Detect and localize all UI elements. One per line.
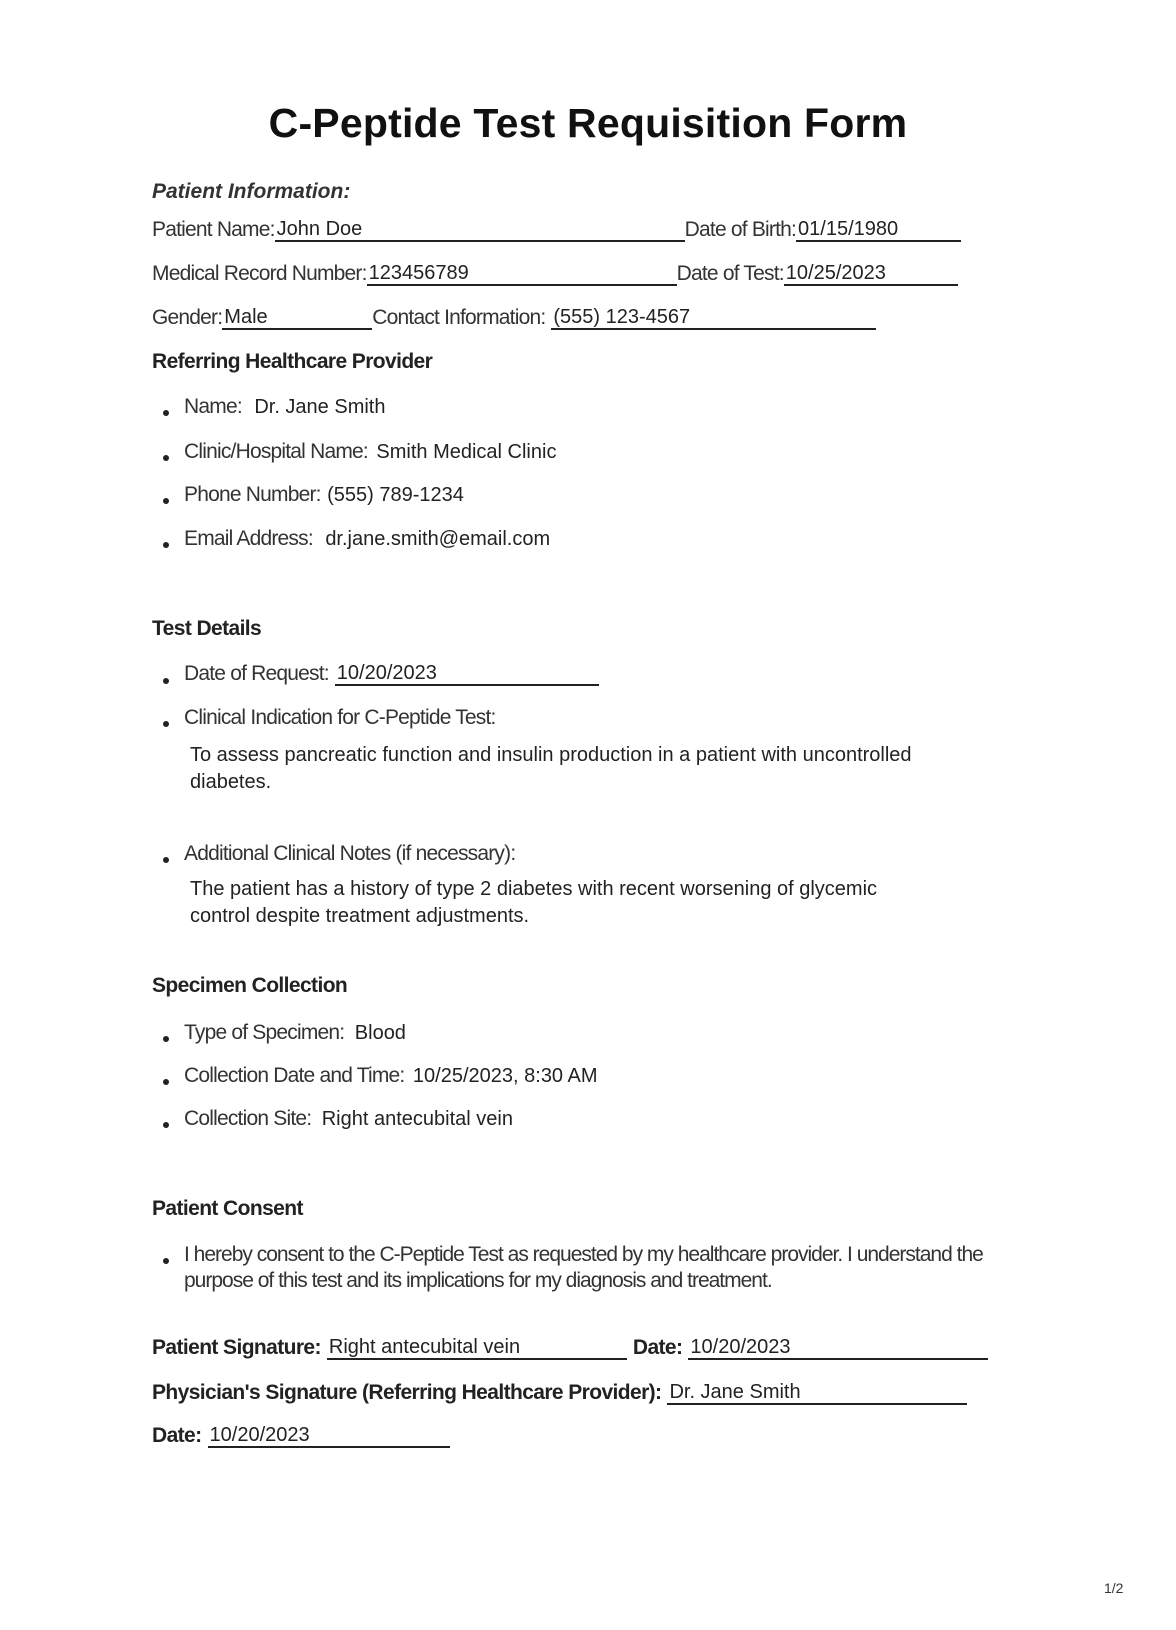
bullet-icon (163, 455, 169, 461)
gender-field[interactable]: Male (222, 306, 372, 330)
provider-item-name (184, 395, 385, 419)
provider-heading: Referring Healthcare Provider (152, 350, 433, 373)
bullet-icon (163, 721, 169, 727)
bullet-icon (163, 542, 169, 548)
test-details-heading: Test Details (152, 617, 262, 640)
test-date-label: Date of Test: (676, 262, 784, 285)
physician-signature-row (152, 1381, 967, 1405)
bullet-icon (163, 1258, 169, 1264)
bullet-icon (163, 1036, 169, 1042)
bullet-icon (163, 410, 169, 416)
gender-label: Gender: (152, 306, 223, 329)
item-label: Collection Date and Time: (184, 1064, 405, 1087)
patient-info-heading: Patient Information: (152, 180, 351, 203)
physician-signature-label: Physician's Signature (Referring Healthcare Provider): (152, 1381, 662, 1404)
page-number: 1/2 (1104, 1580, 1124, 1596)
bullet-icon (163, 857, 169, 863)
request-date-row (184, 662, 599, 686)
mrn-label: Medical Record Number: (152, 262, 367, 285)
provider-item-email (184, 527, 550, 551)
item-value: dr.jane.smith@email.com (325, 528, 551, 550)
mrn-row (152, 262, 958, 286)
patient-date-label: Date: (632, 1336, 683, 1359)
item-label: Type of Specimen: (184, 1021, 345, 1044)
provider-item-clinic (184, 440, 556, 464)
physician-signature-field[interactable]: Dr. Jane Smith (667, 1381, 967, 1405)
patient-signature-field[interactable]: Right antecubital vein (327, 1336, 627, 1360)
item-label: Phone Number: (184, 483, 321, 506)
item-value: Dr. Jane Smith (254, 396, 386, 418)
notes-label: Additional Clinical Notes (if necessary): (184, 842, 516, 865)
physician-date-row (152, 1424, 450, 1448)
specimen-item-type (184, 1021, 406, 1045)
patient-name-row (152, 218, 961, 242)
provider-item-phone (184, 483, 464, 507)
contact-label: Contact Information: (372, 306, 546, 329)
mrn-field[interactable]: 123456789 (367, 262, 677, 286)
indication-label: Clinical Indication for C-Peptide Test: (184, 706, 496, 729)
item-value: 10/25/2023, 8:30 AM (412, 1065, 598, 1087)
item-label: Email Address: (184, 527, 313, 550)
item-value: (555) 789-1234 (327, 484, 464, 506)
notes-text: The patient has a history of type 2 diabetes with recent worsening of glycemic control despite treatment adjustments. (190, 878, 878, 927)
item-value: Right antecubital vein (321, 1108, 513, 1130)
physician-date-field[interactable]: 10/20/2023 (208, 1424, 450, 1448)
patient-date-field[interactable]: 10/20/2023 (688, 1336, 988, 1360)
patient-name-label: Patient Name: (152, 218, 275, 241)
item-label: Clinic/Hospital Name: (184, 440, 368, 463)
dob-label: Date of Birth: (684, 218, 797, 241)
bullet-icon (163, 1079, 169, 1085)
page-title: C-Peptide Test Requisition Form (268, 100, 908, 146)
patient-name-field[interactable]: John Doe (275, 218, 685, 242)
item-value: Blood (354, 1022, 406, 1044)
specimen-item-site (184, 1107, 513, 1131)
consent-heading: Patient Consent (152, 1197, 303, 1220)
test-date-field[interactable]: 10/25/2023 (784, 262, 958, 286)
bullet-icon (163, 498, 169, 504)
bullet-icon (163, 1122, 169, 1128)
specimen-item-datetime (184, 1064, 598, 1088)
gender-row (152, 306, 876, 330)
indication-text: To assess pancreatic function and insulin production in a patient with uncontrolled diabetes. (190, 744, 912, 793)
specimen-heading: Specimen Collection (152, 974, 348, 997)
consent-text: I hereby consent to the C-Peptide Test as requested by my healthcare provider. I understand the purpose of this test and its implications for my diagnosis and treatment. (184, 1243, 983, 1292)
item-value: Smith Medical Clinic (376, 441, 557, 463)
bullet-icon (163, 678, 169, 684)
patient-signature-label: Patient Signature: (152, 1336, 321, 1359)
request-date-label: Date of Request: (184, 662, 329, 685)
dob-field[interactable]: 01/15/1980 (796, 218, 961, 242)
physician-date-label: Date: (152, 1424, 202, 1447)
item-label: Name: (184, 395, 242, 418)
patient-signature-row (152, 1336, 988, 1360)
contact-field[interactable]: (555) 123-4567 (551, 306, 876, 330)
request-date-field[interactable]: 10/20/2023 (335, 662, 599, 686)
item-label: Collection Site: (184, 1107, 312, 1130)
